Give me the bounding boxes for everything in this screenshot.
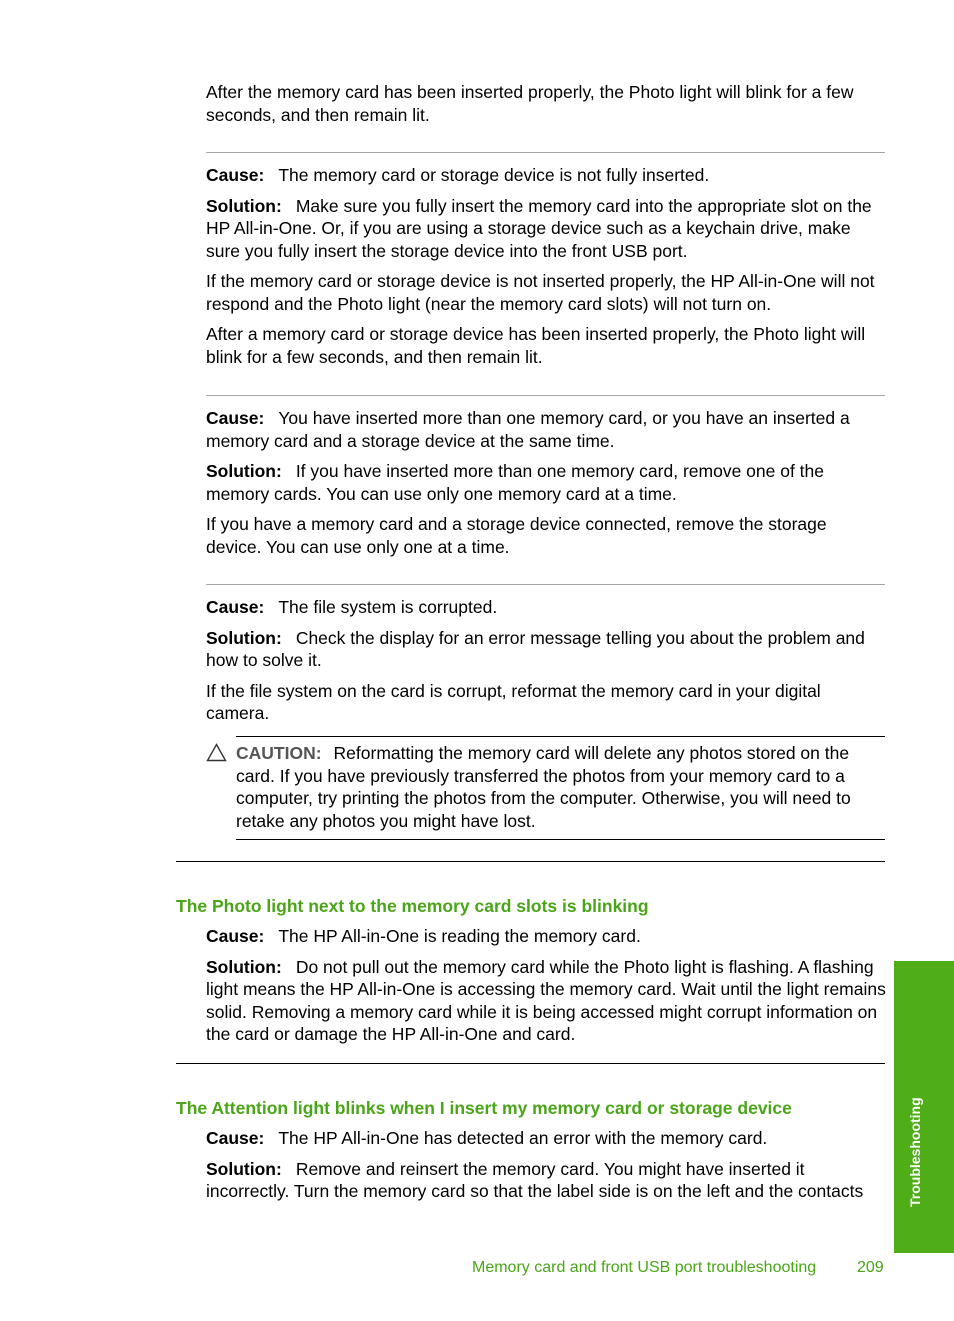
- cause-text: The HP All-in-One is reading the memory card.: [278, 926, 641, 946]
- intro-block: [206, 81, 886, 126]
- cause-line: [206, 407, 886, 452]
- side-tab-label: Troubleshooting: [907, 1097, 923, 1207]
- cause-label: Cause:: [206, 165, 265, 185]
- caution-text-line: [236, 742, 886, 832]
- cause-label: Cause:: [206, 1128, 265, 1148]
- paragraph: If the file system on the card is corrupt, reformat the memory card in your digital camera.: [206, 680, 821, 723]
- cause-label: Cause:: [206, 926, 265, 946]
- solution-text: Check the display for an error message telling you about the problem and how to solve it.: [206, 627, 865, 670]
- page-number: 209: [857, 1259, 884, 1276]
- solution-text: Do not pull out the memory card while the Photo light is flashing. A flashing light means the HP All-in-One is accessing the memory card. Wait until the light remains solid. Removing a memory card while it is being accessed might corrupt information on the card or damage the HP All-in-One and card.: [206, 956, 886, 1044]
- cause-text: The HP All-in-One has detected an error with the memory card.: [278, 1128, 768, 1148]
- topic-heading: The Attention light blinks when I insert my memory card or storage device: [176, 1098, 792, 1118]
- solution-line: [206, 956, 886, 1046]
- caution-triangle-icon: [206, 743, 227, 762]
- solution-line: [206, 1158, 886, 1203]
- solution-line: [206, 460, 886, 505]
- paragraph: If you have a memory card and a storage device connected, remove the storage device. You can use only one at a time.: [206, 514, 827, 557]
- caution-label: CAUTION:: [236, 743, 322, 763]
- intro-text: After the memory card has been inserted properly, the Photo light will blink for a few seconds, and then remain lit.: [206, 82, 854, 125]
- cause-line: [206, 1127, 886, 1150]
- section-divider: [206, 395, 885, 396]
- solution-text: Make sure you fully insert the memory card into the appropriate slot on the HP All-in-One. Or, if you are using a storage device such as a keychain drive, make sure you fully insert the storage device into the front USB port.: [206, 195, 872, 261]
- topic-1-body: [206, 925, 886, 1046]
- chapter-side-tab: [894, 961, 954, 1253]
- cause-text: The memory card or storage device is not fully inserted.: [278, 165, 710, 185]
- solution-label: Solution:: [206, 627, 282, 648]
- footer-title: Memory card and front USB port troubleshooting: [472, 1259, 817, 1276]
- cause-line: [206, 925, 886, 948]
- solution-label: Solution:: [206, 956, 282, 977]
- solution-line: [206, 627, 886, 672]
- cause-label: Cause:: [206, 597, 265, 617]
- cause-text: You have inserted more than one memory card, or you have an inserted a memory card and a storage device at the same time.: [206, 408, 850, 451]
- cause-label: Cause:: [206, 408, 265, 428]
- section-1: [206, 164, 886, 368]
- solution-line: [206, 195, 886, 263]
- solution-text: Remove and reinsert the memory card. You might have inserted it incorrectly. Turn the memory card so that the label side is on the left and the contacts: [206, 1158, 864, 1201]
- caution-note: [236, 742, 886, 832]
- solution-label: Solution:: [206, 461, 282, 481]
- topic-2-body: [206, 1127, 886, 1203]
- section-3: [206, 596, 886, 725]
- topic-divider: [176, 861, 885, 862]
- section-2: [206, 407, 886, 558]
- topic-divider: [176, 1063, 885, 1064]
- cause-line: [206, 164, 886, 187]
- cause-line: [206, 596, 886, 619]
- section-divider: [206, 152, 885, 153]
- paragraph: After a memory card or storage device has been inserted properly, the Photo light will blink for a few seconds, and then remain lit.: [206, 324, 866, 367]
- solution-label: Solution:: [206, 1158, 282, 1179]
- section-divider: [206, 584, 885, 585]
- paragraph: If the memory card or storage device is not inserted properly, the HP All-in-One will not respond and the Photo light (near the memory card slots) will not turn on.: [206, 271, 875, 314]
- topic-heading: The Photo light next to the memory card slots is blinking: [176, 896, 649, 916]
- caution-text: Reformatting the memory card will delete any photos stored on the card. If you have previously transferred the photos from your memory card to a computer, try printing the photos from the computer. Otherwise, you will need to retake any photos you might have lost.: [236, 743, 851, 831]
- caution-bottom-rule: [236, 839, 885, 840]
- solution-text: If you have inserted more than one memory card, remove one of the memory cards. You can use only one memory card at a time.: [206, 461, 825, 504]
- cause-text: The file system is corrupted.: [278, 597, 498, 617]
- caution-top-rule: [236, 736, 885, 737]
- solution-label: Solution:: [206, 195, 282, 216]
